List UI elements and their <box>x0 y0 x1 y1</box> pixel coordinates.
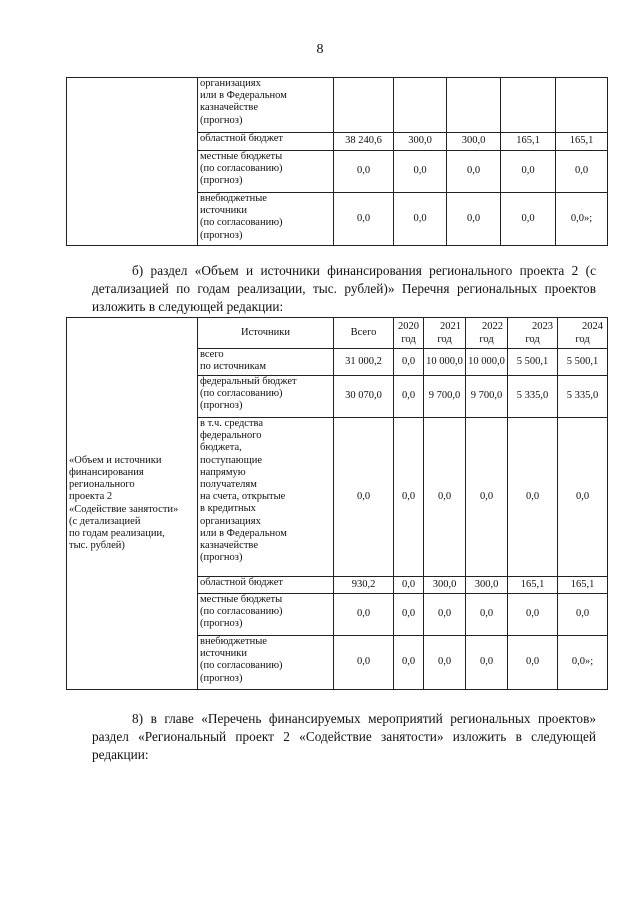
value-cell: 0,0»; <box>556 193 608 246</box>
table-row <box>67 78 608 133</box>
value-cell: 0,0 <box>394 636 424 690</box>
value-cell: 5 335,0 <box>508 376 558 418</box>
value-cell: 5 500,1 <box>558 349 608 376</box>
value-cell: 10 000,0 <box>466 349 508 376</box>
source-cell: местные бюджеты (по согласованию) (прогноз) <box>198 594 334 636</box>
value-cell: 0,0 <box>424 636 466 690</box>
source-cell: внебюджетные источники (по согласованию) (прогноз) <box>198 636 334 690</box>
source-cell: в т.ч. средства федерального бюджета, поступающие напрямую получателям на счета, открытые в кредитных организациях или в Федеральном казначействе (прогноз) <box>198 418 334 577</box>
value-cell: 930,2 <box>334 577 394 594</box>
table-header-row <box>67 318 608 349</box>
lead-cell <box>67 78 198 246</box>
source-cell: местные бюджеты (по согласованию) (прогноз) <box>198 151 334 193</box>
value-cell: 0,0 <box>394 349 424 376</box>
value-cell <box>334 78 394 133</box>
value-cell: 0,0 <box>394 577 424 594</box>
value-cell: 0,0 <box>466 594 508 636</box>
paragraph-8 <box>92 710 596 764</box>
value-cell: 10 000,0 <box>424 349 466 376</box>
value-cell: 0,0 <box>334 418 394 577</box>
value-cell: 0,0 <box>424 418 466 577</box>
source-cell: областной бюджет <box>198 133 334 151</box>
value-cell: 5 500,1 <box>508 349 558 376</box>
value-cell: 0,0 <box>334 594 394 636</box>
value-cell: 0,0 <box>501 151 556 193</box>
source-cell: всего по источникам <box>198 349 334 376</box>
value-cell <box>556 78 608 133</box>
value-cell: 0,0 <box>466 636 508 690</box>
value-cell: 0,0 <box>334 151 394 193</box>
source-cell: областной бюджет <box>198 577 334 594</box>
value-cell: 0,0 <box>394 376 424 418</box>
header-total: Всего <box>334 318 394 349</box>
value-cell: 5 335,0 <box>558 376 608 418</box>
value-cell: 300,0 <box>466 577 508 594</box>
value-cell: 0,0 <box>556 151 608 193</box>
value-cell: 0,0 <box>508 636 558 690</box>
header-year: 2024 год <box>558 318 608 349</box>
value-cell: 300,0 <box>394 133 447 151</box>
value-cell: 0,0 <box>394 151 447 193</box>
lead-cell: «Объем и источники финансирования регионального проекта 2 «Содействие занятости» (с детализацией по годам реализации, тыс. рублей) <box>67 318 198 690</box>
paragraph-b-text: б) раздел «Объем и источники финансирования регионального проекта 2 (с детализацией по годам реализации, тыс. рублей)» Перечня региональных проектов изложить в следующей редакции: <box>92 263 596 314</box>
source-cell: внебюджетные источники (по согласованию) (прогноз) <box>198 193 334 246</box>
header-year: 2021 год <box>424 318 466 349</box>
value-cell <box>501 78 556 133</box>
header-year: 2022 год <box>466 318 508 349</box>
value-cell <box>447 78 501 133</box>
value-cell: 0,0 <box>394 193 447 246</box>
value-cell: 0,0 <box>424 594 466 636</box>
value-cell: 0,0 <box>508 418 558 577</box>
value-cell: 0,0 <box>447 151 501 193</box>
paragraph-b <box>92 262 596 316</box>
header-year: 2023 год <box>508 318 558 349</box>
value-cell <box>394 78 447 133</box>
header-sources: Источники <box>198 318 334 349</box>
value-cell: 0,0 <box>466 418 508 577</box>
value-cell: 300,0 <box>424 577 466 594</box>
value-cell: 300,0 <box>447 133 501 151</box>
value-cell: 38 240,6 <box>334 133 394 151</box>
value-cell: 9 700,0 <box>424 376 466 418</box>
value-cell: 31 000,2 <box>334 349 394 376</box>
value-cell: 0,0»; <box>558 636 608 690</box>
value-cell: 0,0 <box>394 418 424 577</box>
value-cell: 9 700,0 <box>466 376 508 418</box>
page-number: 8 <box>316 42 324 57</box>
value-cell: 0,0 <box>394 594 424 636</box>
value-cell: 165,1 <box>508 577 558 594</box>
paragraph-8-text: 8) в главе «Перечень финансируемых мероприятий региональных проектов» раздел «Региональный проект 2 «Содействие занятости» изложить в следующей редакции: <box>92 711 596 762</box>
financing-table-project-2 <box>66 317 608 690</box>
value-cell: 0,0 <box>334 636 394 690</box>
source-cell: организациях или в Федеральном казначействе (прогноз) <box>198 78 334 133</box>
value-cell: 165,1 <box>501 133 556 151</box>
value-cell: 0,0 <box>508 594 558 636</box>
financing-table-continuation <box>66 77 608 246</box>
value-cell: 0,0 <box>447 193 501 246</box>
value-cell: 0,0 <box>558 594 608 636</box>
value-cell: 165,1 <box>556 133 608 151</box>
value-cell: 30 070,0 <box>334 376 394 418</box>
value-cell: 0,0 <box>334 193 394 246</box>
value-cell: 0,0 <box>501 193 556 246</box>
value-cell: 0,0 <box>558 418 608 577</box>
value-cell: 165,1 <box>558 577 608 594</box>
source-cell: федеральный бюджет (по согласованию) (прогноз) <box>198 376 334 418</box>
header-year: 2020 год <box>394 318 424 349</box>
